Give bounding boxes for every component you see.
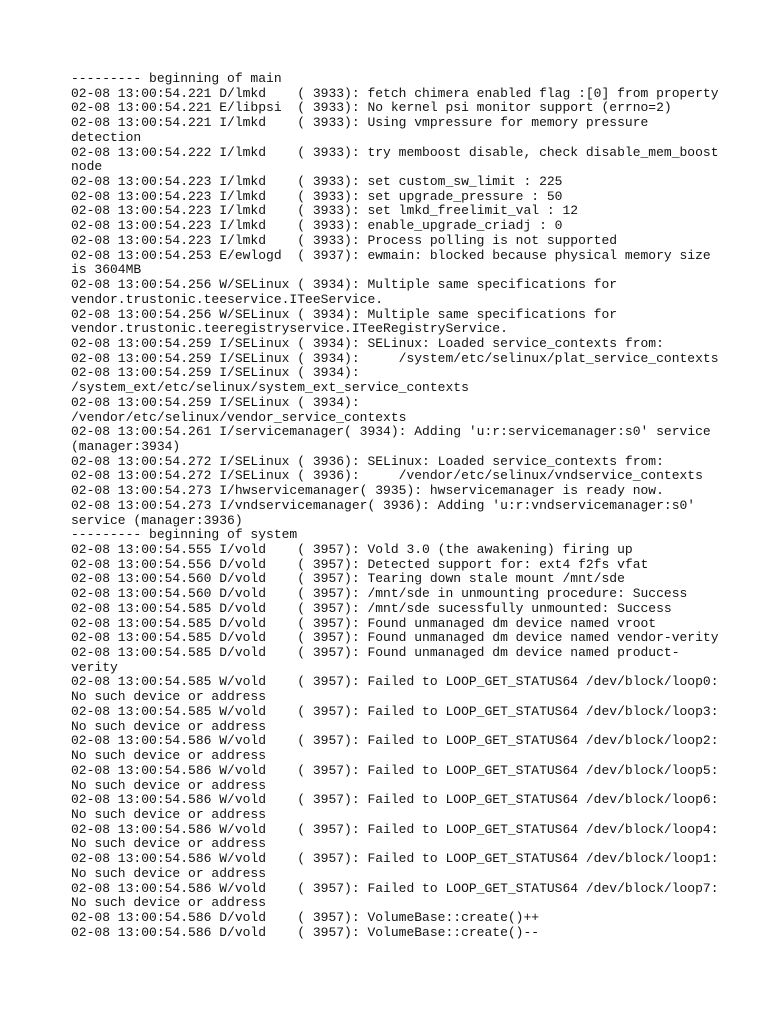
log-line: 02-08 13:00:54.586 D/vold ( 3957): VolumeBase::create()++: [71, 909, 540, 925]
log-line: No such device or address: [71, 836, 267, 852]
log-line: 02-08 13:00:54.556 D/vold ( 3957): Detected support for: ext4 f2fs vfat: [71, 556, 649, 572]
log-line: 02-08 13:00:54.259 I/SELinux ( 3934):: [71, 365, 360, 381]
log-line: 02-08 13:00:54.555 I/vold ( 3957): Vold 3.0 (the awakening) firing up: [71, 542, 633, 557]
log-line: 02-08 13:00:54.586 W/vold ( 3957): Failed to LOOP_GET_STATUS64 /dev/block/loop5:: [71, 762, 719, 778]
log-line: 02-08 13:00:54.560 D/vold ( 3957): Tearing down stale mount /mnt/sde: [71, 571, 625, 587]
log-line: 02-08 13:00:54.222 I/lmkd ( 3933): try memboost disable, check disable_mem_boost: [71, 144, 719, 160]
log-line: 02-08 13:00:54.273 I/hwservicemanager( 3935): hwservicemanager is ready now.: [71, 483, 664, 499]
log-line: detection: [71, 129, 142, 145]
log-line: 02-08 13:00:54.586 W/vold ( 3957): Failed to LOOP_GET_STATUS64 /dev/block/loop1:: [71, 851, 719, 867]
log-line: 02-08 13:00:54.560 D/vold ( 3957): /mnt/sde in unmounting procedure: Success: [71, 586, 688, 602]
log-line: 02-08 13:00:54.259 I/SELinux ( 3934): SELinux: Loaded service_contexts from:: [71, 335, 664, 351]
log-line: 02-08 13:00:54.256 W/SELinux ( 3934): Multiple same specifications for: [71, 306, 618, 322]
log-line: No such device or address: [71, 718, 267, 734]
log-line: /vendor/etc/selinux/vendor_service_contexts: [71, 409, 407, 425]
log-line: 02-08 13:00:54.273 I/vndservicemanager( 3936): Adding 'u:r:vndservicemanager:s0': [71, 497, 696, 513]
log-line: 02-08 13:00:54.223 I/lmkd ( 3933): Process polling is not supported: [71, 232, 618, 248]
log-line: 02-08 13:00:54.221 E/libpsi ( 3933): No kernel psi monitor support (errno=2): [71, 100, 672, 116]
log-output: [71, 71, 719, 940]
log-line: 02-08 13:00:54.253 E/ewlogd ( 3937): ewmain: blocked because physical memory size: [71, 247, 711, 263]
log-line: 02-08 13:00:54.223 I/lmkd ( 3933): enable_upgrade_criadj : 0: [71, 218, 563, 234]
log-line: 02-08 13:00:54.259 I/SELinux ( 3934):: [71, 394, 360, 410]
log-line: 02-08 13:00:54.586 W/vold ( 3957): Failed to LOOP_GET_STATUS64 /dev/block/loop6:: [71, 792, 719, 808]
log-line: vendor.trustonic.teeregistryservice.ITeeRegistryService.: [71, 321, 508, 337]
log-line: is 3604MB: [71, 262, 142, 278]
log-line: 02-08 13:00:54.221 I/lmkd ( 3933): Using vmpressure for memory pressure: [71, 115, 649, 131]
log-line: 02-08 13:00:54.585 W/vold ( 3957): Failed to LOOP_GET_STATUS64 /dev/block/loop0:: [71, 674, 719, 690]
log-line: 02-08 13:00:54.585 D/vold ( 3957): Found unmanaged dm device named product-: [71, 645, 680, 661]
log-line: 02-08 13:00:54.585 W/vold ( 3957): Failed to LOOP_GET_STATUS64 /dev/block/loop3:: [71, 703, 719, 719]
log-line: 02-08 13:00:54.272 I/SELinux ( 3936): SELinux: Loaded service_contexts from:: [71, 453, 664, 469]
log-line: No such device or address: [71, 865, 267, 881]
log-line: No such device or address: [71, 806, 267, 822]
log-line: verity: [71, 659, 118, 675]
log-line: (manager:3934): [71, 438, 181, 454]
log-line: node: [71, 159, 103, 175]
log-line: No such device or address: [71, 748, 267, 764]
log-line: 02-08 13:00:54.223 I/lmkd ( 3933): set upgrade_pressure : 50: [71, 188, 563, 204]
log-line: No such device or address: [71, 777, 267, 793]
log-line: 02-08 13:00:54.256 W/SELinux ( 3934): Multiple same specifications for: [71, 277, 618, 293]
log-line: vendor.trustonic.teeservice.ITeeService.: [71, 291, 384, 307]
log-line: 02-08 13:00:54.586 W/vold ( 3957): Failed to LOOP_GET_STATUS64 /dev/block/loop2:: [71, 733, 719, 749]
log-line: --------- beginning of system: [71, 527, 298, 543]
log-line: 02-08 13:00:54.272 I/SELinux ( 3936): /vendor/etc/selinux/vndservice_contexts: [71, 468, 703, 484]
log-line: 02-08 13:00:54.585 D/vold ( 3957): Found unmanaged dm device named vendor-verity: [71, 630, 719, 646]
log-line: --------- beginning of main: [71, 71, 282, 86]
log-line: 02-08 13:00:54.223 I/lmkd ( 3933): set lmkd_freelimit_val : 12: [71, 203, 579, 219]
log-line: No such device or address: [71, 689, 267, 705]
log-line: service (manager:3936): [71, 512, 243, 528]
log-line: No such device or address: [71, 895, 267, 911]
log-line: 02-08 13:00:54.586 D/vold ( 3957): VolumeBase::create()--: [71, 924, 540, 940]
log-line: 02-08 13:00:54.585 D/vold ( 3957): Found unmanaged dm device named vroot: [71, 615, 657, 631]
log-line: 02-08 13:00:54.261 I/servicemanager( 3934): Adding 'u:r:servicemanager:s0' service: [71, 424, 711, 440]
log-line: 02-08 13:00:54.221 D/lmkd ( 3933): fetch chimera enabled flag :[0] from property: [71, 85, 719, 101]
log-line: 02-08 13:00:54.585 D/vold ( 3957): /mnt/sde sucessfully unmounted: Success: [71, 600, 672, 616]
log-line: 02-08 13:00:54.586 W/vold ( 3957): Failed to LOOP_GET_STATUS64 /dev/block/loop4:: [71, 821, 719, 837]
log-line: /system_ext/etc/selinux/system_ext_service_contexts: [71, 380, 469, 396]
log-line: 02-08 13:00:54.223 I/lmkd ( 3933): set custom_sw_limit : 225: [71, 174, 563, 190]
log-line: 02-08 13:00:54.259 I/SELinux ( 3934): /system/etc/selinux/plat_service_contexts: [71, 350, 719, 366]
log-line: 02-08 13:00:54.586 W/vold ( 3957): Failed to LOOP_GET_STATUS64 /dev/block/loop7:: [71, 880, 719, 896]
